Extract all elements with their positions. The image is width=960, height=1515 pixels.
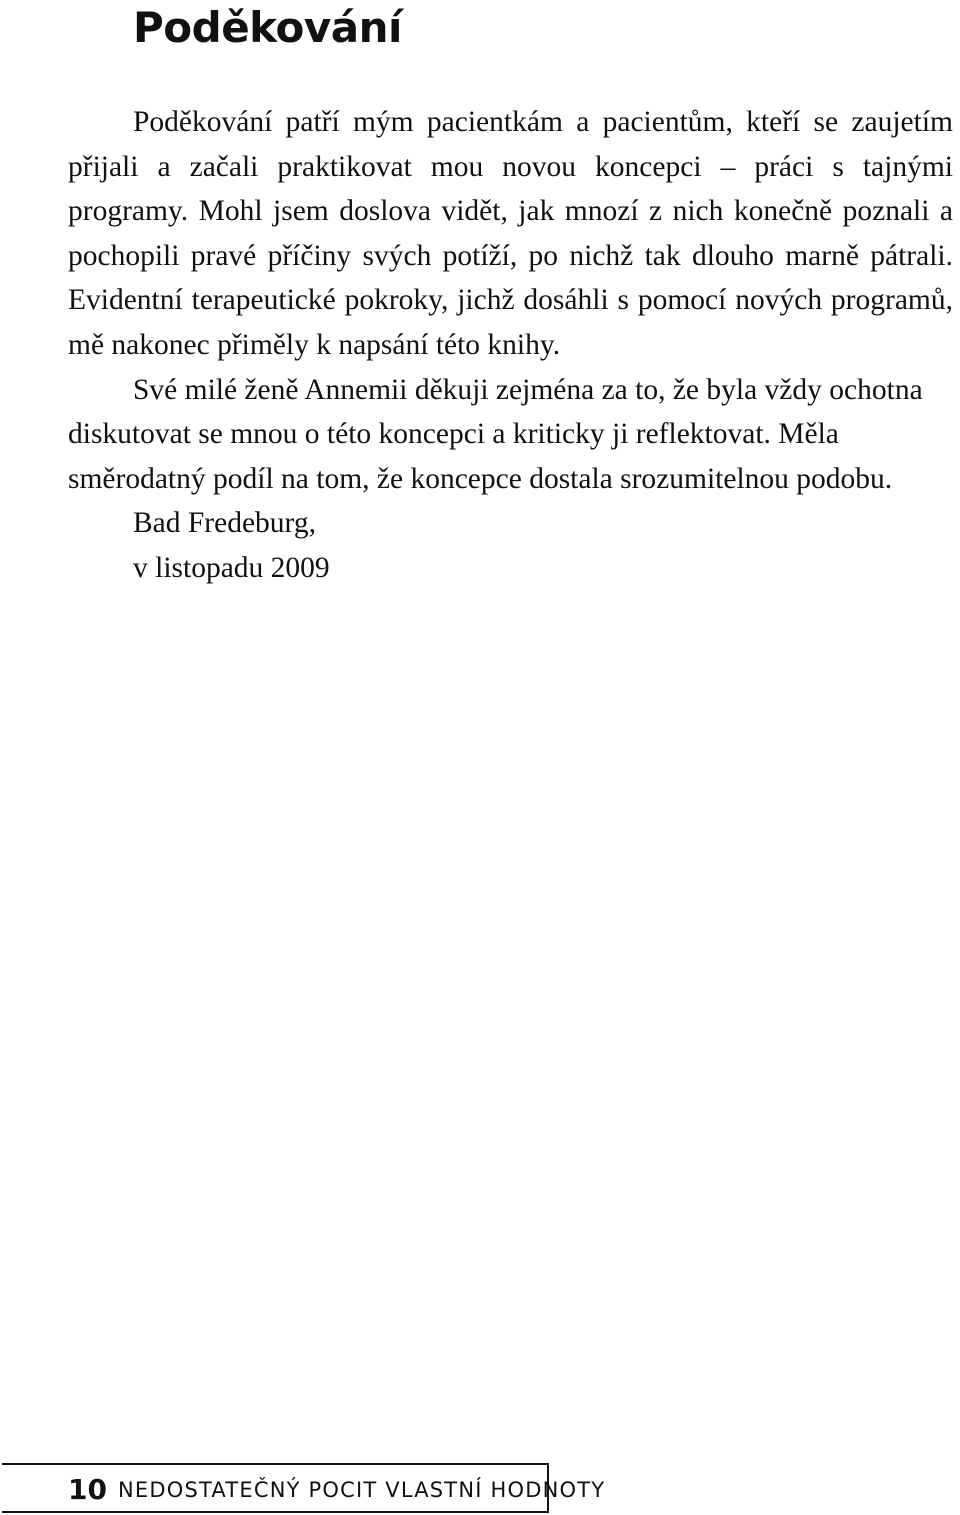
page-title: Poděkování — [133, 3, 402, 52]
page-number: 10 — [68, 1473, 107, 1506]
paragraph-acknowledgement-wife: Své milé ženě Annemii děkuji zejména za to, že byla vždy ochotna diskutovat se mnou o této koncepci a kriticky ji reflektovat. Měla směrodatný podíl na tom, že koncepce dostala srozumitelnou podobu. — [68, 373, 923, 495]
signoff-date: v listopadu 2009 — [133, 551, 330, 584]
running-footer-title: NEDOSTATEČNÝ POCIT VLASTNÍ HODNOTY — [118, 1478, 606, 1502]
signoff-place: Bad Fredeburg, — [133, 507, 316, 540]
paragraph-acknowledgement-patients: Poděkování patří mým pacientkám a pacientům, kteří se zaujetím přijali a začali praktikovat mou novou koncepci – práci s tajnými programy. Mohl jsem doslova vidět, jak mnozí z nich konečně poznali a pochopili pravé příčiny svých potíží, po nichž tak dlouho marně pátrali. Evidentní terapeutické pokroky, jichž dosáhli s pomocí nových programů, mě nakonec přiměly k napsání této knihy. — [68, 106, 953, 361]
body-text — [68, 100, 953, 591]
